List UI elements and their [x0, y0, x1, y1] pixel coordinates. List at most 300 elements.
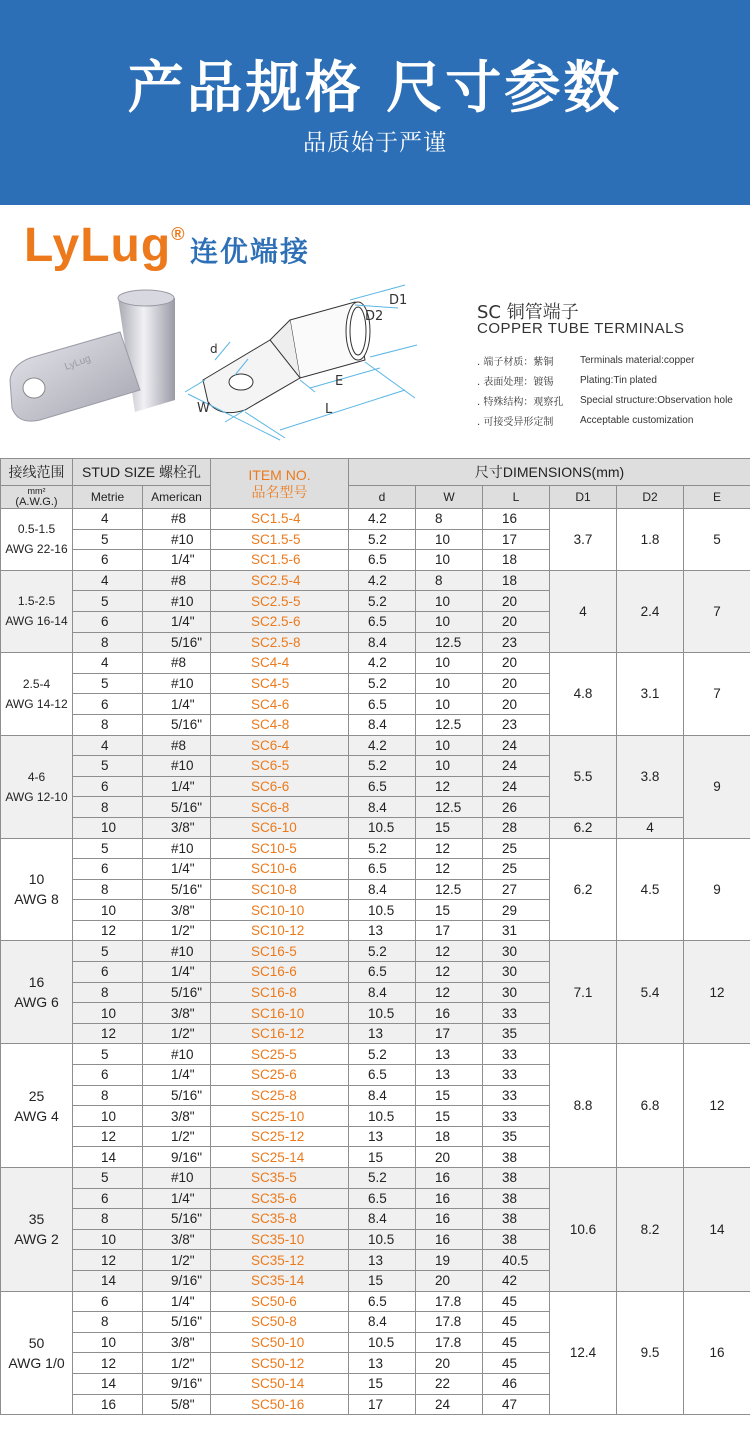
d2-cell: 1.8: [617, 509, 684, 571]
american-cell: 5/16": [143, 1312, 211, 1333]
d1-cell: 8.8: [550, 1044, 617, 1168]
l-cell: 33: [483, 1044, 550, 1065]
header-l: L: [483, 486, 550, 509]
brand-logo-text: LyLug: [24, 219, 172, 272]
l-cell: 24: [483, 735, 550, 756]
metric-cell: 12: [73, 1023, 143, 1044]
d-cell: 4.2: [349, 735, 416, 756]
e-cell: 9: [684, 735, 750, 838]
d-cell: 10.5: [349, 900, 416, 921]
item-cell: SC35-12: [211, 1250, 349, 1271]
item-cell: SC4-5: [211, 673, 349, 694]
range-mm: 2.5-4: [22, 676, 51, 691]
range-cell: [1, 509, 73, 571]
size-group: [1, 1168, 750, 1292]
american-cell: #8: [143, 653, 211, 674]
w-cell: 17: [416, 1023, 483, 1044]
range-awg: AWG 6: [14, 994, 59, 1011]
american-cell: 3/8": [143, 900, 211, 921]
american-cell: 9/16": [143, 1373, 211, 1394]
l-cell: 25: [483, 838, 550, 859]
l-cell: 33: [483, 1085, 550, 1106]
d1-cell: 6.2: [550, 817, 617, 838]
metric-cell: 6: [73, 1291, 143, 1312]
l-cell: 24: [483, 776, 550, 797]
d-cell: 4.2: [349, 653, 416, 674]
product-title: SC 铜管端子: [477, 302, 579, 323]
d-cell: 13: [349, 1023, 416, 1044]
brand-name-cn: 连优端接: [190, 235, 311, 268]
american-cell: 1/4": [143, 1291, 211, 1312]
metric-cell: 6: [73, 611, 143, 632]
item-cell: SC35-10: [211, 1229, 349, 1250]
d-cell: 15: [349, 1373, 416, 1394]
l-cell: 16: [483, 509, 550, 530]
item-cell: SC25-12: [211, 1126, 349, 1147]
item-cell: SC50-10: [211, 1332, 349, 1353]
d2-cell: 9.5: [617, 1291, 684, 1415]
w-cell: 12: [416, 776, 483, 797]
item-cell: SC1.5-5: [211, 529, 349, 550]
l-cell: 30: [483, 941, 550, 962]
range-mm: 50: [28, 1334, 45, 1351]
w-cell: 15: [416, 1085, 483, 1106]
metric-cell: 6: [73, 694, 143, 715]
metric-cell: 5: [73, 756, 143, 777]
terminal-photo: [0, 280, 175, 450]
l-cell: 24: [483, 756, 550, 777]
header-range-unit: [1, 486, 73, 509]
header-metric: Metrie: [73, 486, 143, 509]
spec-row: [477, 350, 733, 370]
w-cell: 10: [416, 591, 483, 612]
d-cell: 4.2: [349, 570, 416, 591]
d1-cell: 10.6: [550, 1168, 617, 1292]
american-cell: #10: [143, 1044, 211, 1065]
l-cell: 45: [483, 1332, 550, 1353]
range-awg: AWG 12-10: [5, 789, 68, 804]
header-stud: STUD SIZE 螺栓孔: [73, 459, 211, 486]
item-cell: SC6-8: [211, 797, 349, 818]
w-cell: 16: [416, 1168, 483, 1189]
american-cell: 1/2": [143, 1353, 211, 1374]
metric-cell: 14: [73, 1270, 143, 1291]
l-cell: 25: [483, 859, 550, 880]
metric-cell: 10: [73, 817, 143, 838]
w-cell: 16: [416, 1003, 483, 1024]
american-cell: 5/16": [143, 797, 211, 818]
american-cell: 1/2": [143, 1126, 211, 1147]
header-d2: D2: [617, 486, 684, 509]
w-cell: 10: [416, 694, 483, 715]
header-item-cn: 品名型号: [251, 483, 308, 500]
d2-cell: 3.8: [617, 735, 684, 817]
d-cell: 6.5: [349, 1291, 416, 1312]
item-cell: SC35-14: [211, 1270, 349, 1291]
size-group: [1, 941, 750, 1044]
e-cell: 7: [684, 653, 750, 735]
l-cell: 30: [483, 962, 550, 983]
american-cell: 9/16": [143, 1270, 211, 1291]
metric-cell: 10: [73, 1332, 143, 1353]
item-cell: SC10-6: [211, 859, 349, 880]
metric-cell: 6: [73, 1188, 143, 1209]
item-cell: SC6-5: [211, 756, 349, 777]
american-cell: 1/4": [143, 694, 211, 715]
w-cell: 12.5: [416, 714, 483, 735]
w-cell: 12: [416, 982, 483, 1003]
american-cell: 1/4": [143, 611, 211, 632]
d-cell: 13: [349, 920, 416, 941]
item-cell: SC2.5-8: [211, 632, 349, 653]
range-mm: 35: [28, 1211, 45, 1228]
w-cell: 10: [416, 756, 483, 777]
american-cell: 1/2": [143, 1023, 211, 1044]
d-cell: 6.5: [349, 962, 416, 983]
w-cell: 20: [416, 1270, 483, 1291]
metric-cell: 4: [73, 735, 143, 756]
w-cell: 10: [416, 653, 483, 674]
metric-cell: 5: [73, 591, 143, 612]
d2-cell: 3.1: [617, 653, 684, 735]
l-cell: 35: [483, 1126, 550, 1147]
l-cell: 33: [483, 1003, 550, 1024]
e-cell: 14: [684, 1168, 750, 1292]
item-cell: SC50-6: [211, 1291, 349, 1312]
spec-en: Acceptable customization: [580, 414, 694, 426]
american-cell: 3/8": [143, 1106, 211, 1127]
d2-cell: 8.2: [617, 1168, 684, 1292]
metric-cell: 8: [73, 797, 143, 818]
label-l: L: [325, 402, 333, 417]
american-cell: 5/16": [143, 714, 211, 735]
range-cell: [1, 1044, 73, 1168]
american-cell: 5/16": [143, 1209, 211, 1230]
item-cell: SC6-4: [211, 735, 349, 756]
metric-cell: 5: [73, 1044, 143, 1065]
metric-cell: 5: [73, 673, 143, 694]
d-cell: 10.5: [349, 1003, 416, 1024]
range-awg: AWG 1/0: [8, 1354, 65, 1371]
item-cell: SC25-6: [211, 1065, 349, 1086]
w-cell: 10: [416, 611, 483, 632]
item-cell: SC1.5-6: [211, 550, 349, 571]
american-cell: #8: [143, 570, 211, 591]
l-cell: 45: [483, 1312, 550, 1333]
d-cell: 13: [349, 1353, 416, 1374]
metric-cell: 5: [73, 941, 143, 962]
header-dimensions: 尺寸DIMENSIONS(mm): [349, 459, 750, 486]
american-cell: #10: [143, 1168, 211, 1189]
l-cell: 26: [483, 797, 550, 818]
d2-cell: 2.4: [617, 570, 684, 652]
l-cell: 46: [483, 1373, 550, 1394]
l-cell: 40.5: [483, 1250, 550, 1271]
w-cell: 12.5: [416, 797, 483, 818]
range-mm: 16: [28, 974, 45, 991]
item-cell: SC2.5-4: [211, 570, 349, 591]
product-title-en: COPPER TUBE TERMINALS: [477, 320, 685, 337]
l-cell: 31: [483, 920, 550, 941]
item-cell: SC2.5-5: [211, 591, 349, 612]
american-cell: 1/2": [143, 1250, 211, 1271]
american-cell: 3/8": [143, 1332, 211, 1353]
american-cell: 1/2": [143, 920, 211, 941]
range-mm: 1.5-2.5: [17, 594, 56, 609]
metric-cell: 12: [73, 1126, 143, 1147]
l-cell: 29: [483, 900, 550, 921]
l-cell: 23: [483, 632, 550, 653]
header-range-awg: (A.W.G.): [15, 496, 58, 508]
size-group: [1, 1291, 750, 1415]
size-group: [1, 570, 750, 652]
w-cell: 13: [416, 1065, 483, 1086]
metric-cell: 12: [73, 920, 143, 941]
w-cell: 12: [416, 838, 483, 859]
label-d1: D1: [389, 293, 408, 308]
d2-cell: 6.8: [617, 1044, 684, 1168]
e-cell: 7: [684, 570, 750, 652]
d1-cell: 5.5: [550, 735, 617, 817]
brand-logo: [24, 218, 185, 273]
d-cell: 5.2: [349, 756, 416, 777]
american-cell: 3/8": [143, 817, 211, 838]
metric-cell: 10: [73, 1106, 143, 1127]
header-range-mm: mm²: [27, 486, 46, 496]
terminal-diagram: [175, 280, 435, 450]
w-cell: 17.8: [416, 1332, 483, 1353]
american-cell: 1/4": [143, 776, 211, 797]
item-cell: SC25-5: [211, 1044, 349, 1065]
american-cell: 5/16": [143, 982, 211, 1003]
american-cell: 5/16": [143, 879, 211, 900]
american-cell: #10: [143, 838, 211, 859]
range-cell: [1, 838, 73, 941]
size-group: [1, 1044, 750, 1168]
item-cell: SC6-10: [211, 817, 349, 838]
d1-cell: 7.1: [550, 941, 617, 1044]
size-group: [1, 838, 750, 941]
item-cell: SC25-10: [211, 1106, 349, 1127]
label-d2: D2: [365, 309, 384, 324]
l-cell: 20: [483, 591, 550, 612]
l-cell: 38: [483, 1188, 550, 1209]
item-cell: SC4-8: [211, 714, 349, 735]
item-cell: SC50-8: [211, 1312, 349, 1333]
item-cell: SC1.5-4: [211, 509, 349, 530]
metric-cell: 12: [73, 1353, 143, 1374]
stamp-text: LyLug: [63, 353, 93, 373]
metric-cell: 14: [73, 1147, 143, 1168]
metric-cell: 6: [73, 550, 143, 571]
l-cell: 38: [483, 1209, 550, 1230]
spec-row: [477, 410, 733, 430]
d-cell: 5.2: [349, 591, 416, 612]
page-title: 产品规格 尺寸参数: [127, 56, 623, 121]
table-row: [1, 735, 750, 756]
d-cell: 5.2: [349, 529, 416, 550]
range-awg: AWG 14-12: [5, 696, 68, 711]
d-cell: 8.4: [349, 632, 416, 653]
item-cell: SC4-6: [211, 694, 349, 715]
w-cell: 15: [416, 1106, 483, 1127]
metric-cell: 5: [73, 838, 143, 859]
d-cell: 8.4: [349, 982, 416, 1003]
w-cell: 13: [416, 1044, 483, 1065]
w-cell: 12.5: [416, 632, 483, 653]
size-group: [1, 735, 750, 838]
l-cell: 20: [483, 673, 550, 694]
d-cell: 13: [349, 1126, 416, 1147]
d-cell: 8.4: [349, 797, 416, 818]
l-cell: 38: [483, 1229, 550, 1250]
d-cell: 8.4: [349, 1209, 416, 1230]
table-row: [1, 570, 750, 591]
item-cell: SC16-12: [211, 1023, 349, 1044]
l-cell: 20: [483, 611, 550, 632]
item-cell: SC2.5-6: [211, 611, 349, 632]
header-american: American: [143, 486, 211, 509]
range-awg: AWG 8: [14, 891, 59, 908]
american-cell: 1/4": [143, 962, 211, 983]
item-cell: SC16-8: [211, 982, 349, 1003]
item-cell: SC35-5: [211, 1168, 349, 1189]
item-cell: SC16-10: [211, 1003, 349, 1024]
size-group: [1, 509, 750, 571]
metric-cell: 10: [73, 1229, 143, 1250]
d1-cell: 4.8: [550, 653, 617, 735]
label-e: E: [335, 374, 344, 389]
d-cell: 13: [349, 1250, 416, 1271]
table-row: [1, 1168, 750, 1189]
american-cell: 1/4": [143, 1065, 211, 1086]
w-cell: 12: [416, 962, 483, 983]
american-cell: #10: [143, 591, 211, 612]
metric-cell: 8: [73, 1312, 143, 1333]
header-d: d: [349, 486, 416, 509]
metric-cell: 4: [73, 509, 143, 530]
l-cell: 45: [483, 1291, 550, 1312]
l-cell: 20: [483, 694, 550, 715]
american-cell: #8: [143, 509, 211, 530]
item-cell: SC25-8: [211, 1085, 349, 1106]
l-cell: 18: [483, 570, 550, 591]
d-cell: 6.5: [349, 859, 416, 880]
metric-cell: 5: [73, 1168, 143, 1189]
label-w: W: [197, 401, 210, 416]
header-banner: [0, 0, 750, 205]
metric-cell: 6: [73, 776, 143, 797]
d-cell: 6.5: [349, 611, 416, 632]
d-cell: 6.5: [349, 776, 416, 797]
table-row: [1, 509, 750, 530]
product-specs: [477, 350, 733, 430]
american-cell: 5/16": [143, 1085, 211, 1106]
range-awg: AWG 22-16: [5, 542, 68, 557]
w-cell: 12.5: [416, 879, 483, 900]
metric-cell: 6: [73, 859, 143, 880]
w-cell: 10: [416, 529, 483, 550]
spec-row: [477, 390, 733, 410]
range-awg: AWG 4: [14, 1107, 59, 1124]
w-cell: 20: [416, 1353, 483, 1374]
item-cell: SC16-6: [211, 962, 349, 983]
spec-cn: . 端子材质：紫铜: [477, 356, 554, 368]
metric-cell: 8: [73, 714, 143, 735]
e-cell: 12: [684, 1044, 750, 1168]
spec-en: Special structure:Observation hole: [580, 394, 733, 406]
w-cell: 17: [416, 920, 483, 941]
metric-cell: 6: [73, 1065, 143, 1086]
spec-row: [477, 370, 733, 390]
e-cell: 16: [684, 1291, 750, 1415]
table-row: [1, 653, 750, 674]
l-cell: 33: [483, 1065, 550, 1086]
w-cell: 10: [416, 735, 483, 756]
american-cell: 9/16": [143, 1147, 211, 1168]
header-e: E: [684, 486, 750, 509]
item-cell: SC10-8: [211, 879, 349, 900]
range-mm: 4-6: [27, 769, 46, 784]
american-cell: 1/4": [143, 1188, 211, 1209]
w-cell: 8: [416, 509, 483, 530]
spec-cn: . 可接受异形定制: [477, 416, 554, 428]
l-cell: 38: [483, 1147, 550, 1168]
header-range: 接线范围: [1, 459, 73, 486]
d1-cell: 12.4: [550, 1291, 617, 1415]
e-cell: 5: [684, 509, 750, 571]
d-cell: 5.2: [349, 1044, 416, 1065]
item-cell: SC16-5: [211, 941, 349, 962]
d-cell: 6.5: [349, 550, 416, 571]
metric-cell: 8: [73, 632, 143, 653]
metric-cell: 5: [73, 529, 143, 550]
metric-cell: 8: [73, 982, 143, 1003]
metric-cell: 8: [73, 879, 143, 900]
e-cell: 12: [684, 941, 750, 1044]
metric-cell: 12: [73, 1250, 143, 1271]
l-cell: 30: [483, 982, 550, 1003]
item-cell: SC35-8: [211, 1209, 349, 1230]
item-cell: SC50-16: [211, 1394, 349, 1415]
metric-cell: 10: [73, 900, 143, 921]
w-cell: 8: [416, 570, 483, 591]
w-cell: 16: [416, 1229, 483, 1250]
d-cell: 6.5: [349, 694, 416, 715]
w-cell: 16: [416, 1188, 483, 1209]
table-row: [1, 817, 750, 838]
d-cell: 8.4: [349, 879, 416, 900]
spec-cn: . 特殊结构：观察孔: [477, 396, 564, 408]
l-cell: 27: [483, 879, 550, 900]
header-d1: D1: [550, 486, 617, 509]
d-cell: 6.5: [349, 1065, 416, 1086]
w-cell: 15: [416, 900, 483, 921]
item-cell: SC50-14: [211, 1373, 349, 1394]
l-cell: 23: [483, 714, 550, 735]
item-cell: SC10-5: [211, 838, 349, 859]
metric-cell: 4: [73, 570, 143, 591]
d-cell: 4.2: [349, 509, 416, 530]
metric-cell: 14: [73, 1373, 143, 1394]
range-mm: 25: [28, 1087, 45, 1104]
header-w: W: [416, 486, 483, 509]
e-cell: 9: [684, 838, 750, 941]
range-cell: [1, 941, 73, 1044]
d-cell: 10.5: [349, 817, 416, 838]
d-cell: 17: [349, 1394, 416, 1415]
item-cell: SC4-4: [211, 653, 349, 674]
